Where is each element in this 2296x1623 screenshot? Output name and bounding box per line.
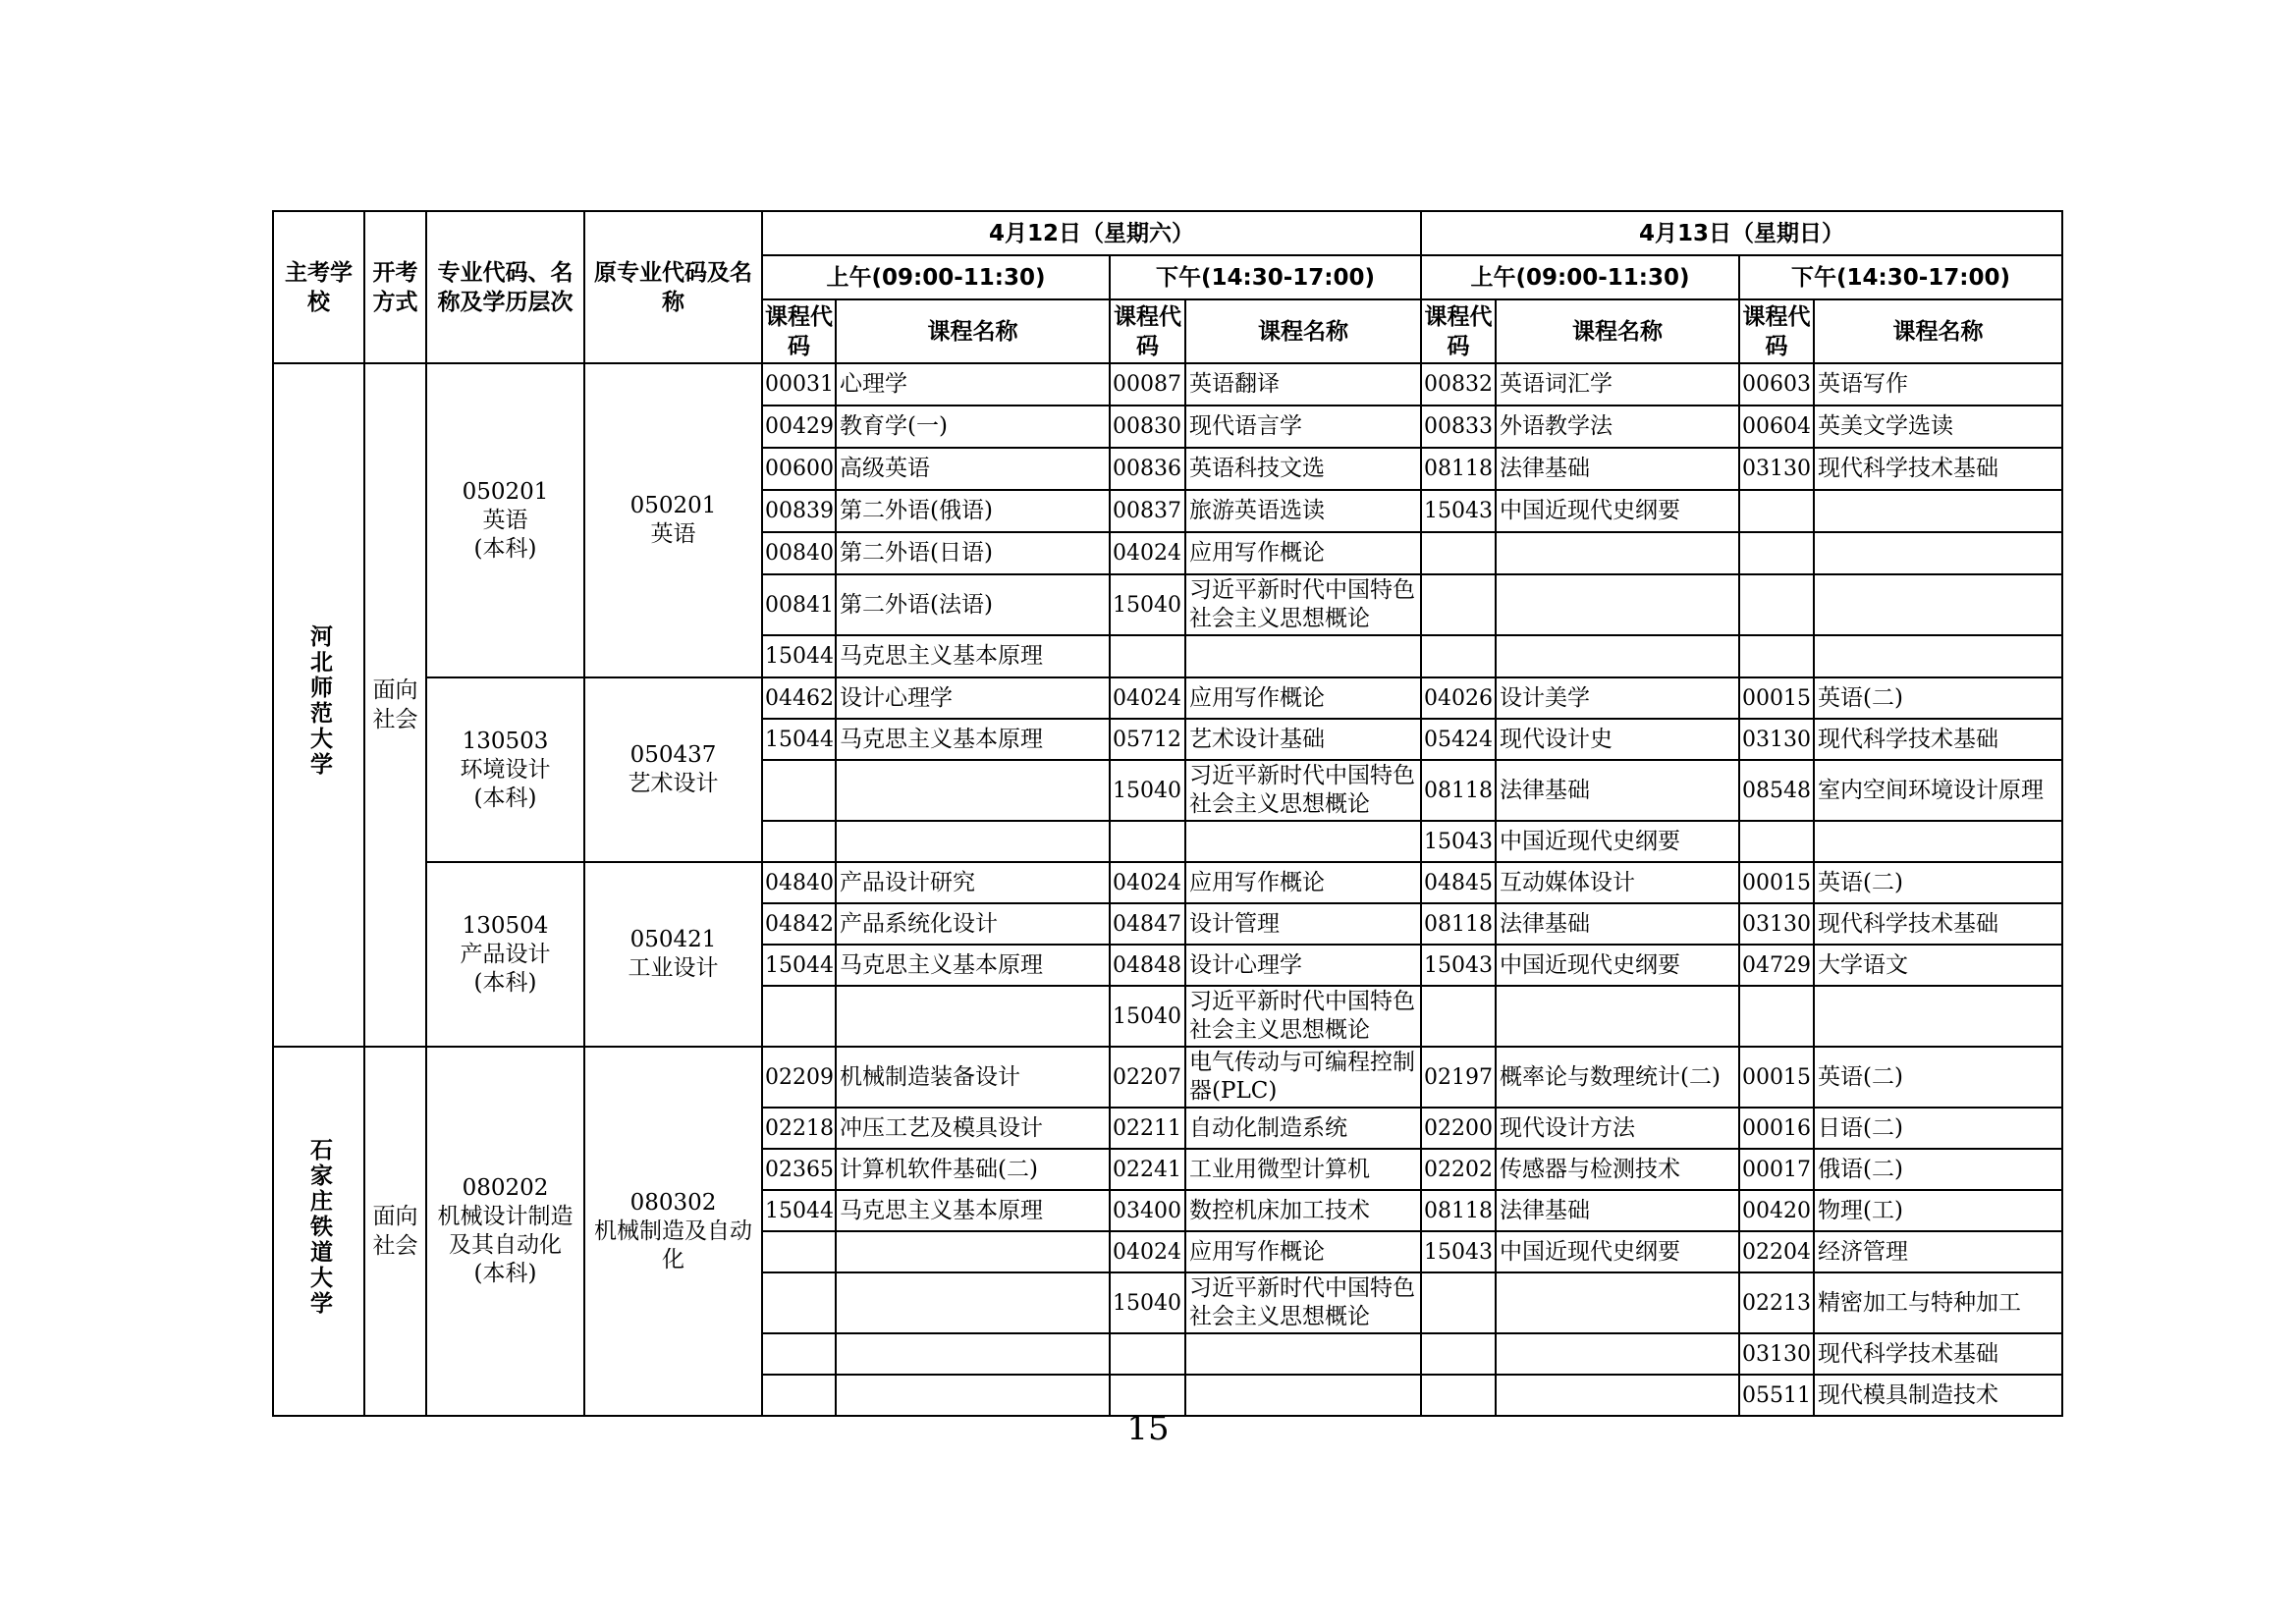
major-cell [426, 363, 584, 677]
header-course-code: 课程代码 [1739, 299, 1814, 363]
course-name: 计算机软件基础(二) [836, 1149, 1110, 1190]
major-line: (本科) [473, 1261, 537, 1286]
course-name: 现代设计方法 [1496, 1108, 1739, 1149]
course-name: 马克思主义基本原理 [836, 719, 1110, 760]
course-code: 15044 [762, 635, 836, 677]
course-name: 产品系统化设计 [836, 903, 1110, 945]
course-name: 室内空间环境设计原理 [1814, 760, 2062, 821]
course-name: 互动媒体设计 [1496, 862, 1739, 903]
course-name [1814, 532, 2062, 574]
course-name: 法律基础 [1496, 903, 1739, 945]
course-name: 传感器与检测技术 [1496, 1149, 1739, 1190]
course-code: 00015 [1739, 677, 1814, 719]
course-code: 08118 [1421, 448, 1496, 490]
course-code [762, 1272, 836, 1333]
course-code: 02197 [1421, 1047, 1496, 1108]
course-name: 冲压工艺及模具设计 [836, 1108, 1110, 1149]
course-code: 02204 [1739, 1231, 1814, 1272]
major-cell [426, 677, 584, 862]
course-name: 英美文学选读 [1814, 406, 2062, 448]
course-name: 现代模具制造技术 [1814, 1375, 2062, 1416]
course-code: 04840 [762, 862, 836, 903]
course-name [1814, 986, 2062, 1047]
course-code: 00830 [1110, 406, 1185, 448]
school-name-cell [273, 363, 364, 1047]
orig-major-line: 工业设计 [628, 955, 719, 981]
course-name: 概率论与数理统计(二) [1496, 1047, 1739, 1108]
course-name [836, 760, 1110, 821]
course-name [1814, 821, 2062, 862]
exam-schedule-table [272, 210, 2063, 1417]
header-course-name: 课程名称 [1496, 299, 1739, 363]
orig-major-line: 050201 [629, 493, 717, 518]
table-row [273, 677, 2062, 719]
course-code: 02218 [762, 1108, 836, 1149]
header-orig-major: 原专业代码及名称 [584, 211, 762, 363]
course-code: 00839 [762, 490, 836, 532]
course-name: 马克思主义基本原理 [836, 635, 1110, 677]
orig-major-cell [584, 1047, 762, 1416]
course-name: 第二外语(俄语) [836, 490, 1110, 532]
course-code: 08118 [1421, 1190, 1496, 1231]
major-line: (本科) [473, 969, 537, 996]
course-name [836, 1231, 1110, 1272]
course-code: 04026 [1421, 677, 1496, 719]
course-code: 00841 [762, 574, 836, 635]
course-name [1185, 635, 1421, 677]
course-code: 00017 [1739, 1149, 1814, 1190]
course-name: 法律基础 [1496, 1190, 1739, 1231]
course-name [1496, 532, 1739, 574]
course-name: 现代科学技术基础 [1814, 719, 2062, 760]
course-code: 04847 [1110, 903, 1185, 945]
course-code: 04842 [762, 903, 836, 945]
course-code [1110, 1333, 1185, 1375]
major-line: (本科) [473, 784, 537, 811]
course-code: 15043 [1421, 945, 1496, 986]
course-name [836, 986, 1110, 1047]
course-code: 15044 [762, 719, 836, 760]
course-code: 02213 [1739, 1272, 1814, 1333]
course-code: 00836 [1110, 448, 1185, 490]
course-name: 马克思主义基本原理 [836, 1190, 1110, 1231]
course-name: 心理学 [836, 363, 1110, 406]
course-name [836, 1333, 1110, 1375]
course-code: 00015 [1739, 1047, 1814, 1108]
header-course-name: 课程名称 [1185, 299, 1421, 363]
major-line: 080202 [462, 1175, 549, 1201]
orig-major-line: 050421 [629, 927, 717, 952]
header-course-name: 课程名称 [836, 299, 1110, 363]
course-name: 应用写作概论 [1185, 862, 1421, 903]
course-name [1496, 635, 1739, 677]
major-cell [426, 1047, 584, 1416]
course-code [1110, 821, 1185, 862]
course-code [1739, 532, 1814, 574]
course-code [1421, 1272, 1496, 1333]
course-code: 02207 [1110, 1047, 1185, 1108]
course-name: 俄语(二) [1814, 1149, 2062, 1190]
course-name: 日语(二) [1814, 1108, 2062, 1149]
course-name: 现代科学技术基础 [1814, 903, 2062, 945]
major-line: 环境设计 [460, 756, 551, 783]
course-name: 英语词汇学 [1496, 363, 1739, 406]
course-code: 00837 [1110, 490, 1185, 532]
course-code: 04462 [762, 677, 836, 719]
course-name: 现代科学技术基础 [1814, 1333, 2062, 1375]
course-name: 现代科学技术基础 [1814, 448, 2062, 490]
header-course-code: 课程代码 [1421, 299, 1496, 363]
course-name [1496, 1333, 1739, 1375]
course-name: 外语教学法 [1496, 406, 1739, 448]
course-code: 15040 [1110, 760, 1185, 821]
course-name: 教育学(一) [836, 406, 1110, 448]
course-code: 04024 [1110, 532, 1185, 574]
course-code [762, 760, 836, 821]
header-day-1: 4月12日（星期六） [762, 211, 1421, 255]
header-day1-pm: 下午(14:30-17:00) [1110, 255, 1421, 299]
course-code: 04024 [1110, 1231, 1185, 1272]
course-name: 第二外语(法语) [836, 574, 1110, 635]
course-name: 设计心理学 [836, 677, 1110, 719]
course-code: 00600 [762, 448, 836, 490]
course-code: 15044 [762, 945, 836, 986]
course-code: 03130 [1739, 448, 1814, 490]
header-course-code: 课程代码 [1110, 299, 1185, 363]
course-code: 02211 [1110, 1108, 1185, 1149]
course-code [762, 1231, 836, 1272]
course-name: 设计美学 [1496, 677, 1739, 719]
header-course-name: 课程名称 [1814, 299, 2062, 363]
course-code: 00604 [1739, 406, 1814, 448]
course-name: 经济管理 [1814, 1231, 2062, 1272]
course-code: 03130 [1739, 719, 1814, 760]
major-line: 产品设计 [460, 941, 551, 967]
course-code: 15040 [1110, 1272, 1185, 1333]
course-code [762, 986, 836, 1047]
major-line: 130504 [462, 912, 549, 939]
course-name: 中国近现代史纲要 [1496, 1231, 1739, 1272]
course-code: 08118 [1421, 760, 1496, 821]
course-code: 00840 [762, 532, 836, 574]
orig-major-cell [584, 677, 762, 862]
course-code [1739, 821, 1814, 862]
orig-major-line: 080302 [629, 1189, 717, 1216]
course-code: 02209 [762, 1047, 836, 1108]
course-code: 08118 [1421, 903, 1496, 945]
exam-mode-cell [364, 363, 426, 1047]
major-line: 050201 [462, 478, 549, 505]
school-name: 石家庄铁道大学 [306, 1138, 332, 1317]
header-day-2: 4月13日（星期日） [1421, 211, 2062, 255]
orig-major-line: 机械制造及自动化 [594, 1217, 752, 1272]
course-code: 03400 [1110, 1190, 1185, 1231]
course-code: 03130 [1739, 1333, 1814, 1375]
course-name: 法律基础 [1496, 760, 1739, 821]
course-code [762, 821, 836, 862]
exam-mode: 面向社会 [372, 677, 418, 732]
course-code [1421, 1333, 1496, 1375]
course-name: 电气传动与可编程控制器(PLC) [1185, 1047, 1421, 1108]
course-code: 05511 [1739, 1375, 1814, 1416]
course-code [1421, 532, 1496, 574]
course-name: 物理(工) [1814, 1190, 2062, 1231]
header-major: 专业代码、名称及学历层次 [426, 211, 584, 363]
course-name: 工业用微型计算机 [1185, 1149, 1421, 1190]
course-code: 00031 [762, 363, 836, 406]
major-cell [426, 862, 584, 1047]
course-name [836, 821, 1110, 862]
course-code [1739, 574, 1814, 635]
school-name: 河北师范大学 [306, 624, 332, 778]
major-line: 机械设计制造及其自动化 [437, 1204, 574, 1258]
course-name [1496, 1272, 1739, 1333]
course-name: 英语科技文选 [1185, 448, 1421, 490]
course-code: 03130 [1739, 903, 1814, 945]
course-name: 设计管理 [1185, 903, 1421, 945]
course-code: 02202 [1421, 1149, 1496, 1190]
course-name: 英语翻译 [1185, 363, 1421, 406]
course-name [1185, 1333, 1421, 1375]
course-code: 15044 [762, 1190, 836, 1231]
school-name-cell [273, 1047, 364, 1416]
course-name: 第二外语(日语) [836, 532, 1110, 574]
course-code: 05712 [1110, 719, 1185, 760]
exam-mode: 面向社会 [372, 1204, 418, 1259]
course-name: 中国近现代史纲要 [1496, 945, 1739, 986]
course-code: 04845 [1421, 862, 1496, 903]
table-row [273, 862, 2062, 903]
course-code [1421, 635, 1496, 677]
course-code: 00603 [1739, 363, 1814, 406]
header-course-code: 课程代码 [762, 299, 836, 363]
course-name [1814, 635, 2062, 677]
header-day2-am: 上午(09:00-11:30) [1421, 255, 1739, 299]
course-code [1739, 635, 1814, 677]
course-name: 英语(二) [1814, 1047, 2062, 1108]
major-line: 英语 [482, 507, 528, 533]
course-name: 精密加工与特种加工 [1814, 1272, 2062, 1333]
course-name: 旅游英语选读 [1185, 490, 1421, 532]
major-line: (本科) [473, 535, 537, 562]
orig-major-cell [584, 363, 762, 677]
course-code: 02200 [1421, 1108, 1496, 1149]
page-number: 15 [1126, 1409, 1170, 1448]
header-mode: 开考方式 [364, 211, 426, 363]
course-name [1496, 986, 1739, 1047]
course-code [1110, 635, 1185, 677]
course-name: 中国近现代史纲要 [1496, 490, 1739, 532]
course-code: 00015 [1739, 862, 1814, 903]
course-name [1185, 821, 1421, 862]
course-name: 英语写作 [1814, 363, 2062, 406]
course-name: 大学语文 [1814, 945, 2062, 986]
course-name: 自动化制造系统 [1185, 1108, 1421, 1149]
course-name [1814, 490, 2062, 532]
course-name: 英语(二) [1814, 862, 2062, 903]
course-code: 00420 [1739, 1190, 1814, 1231]
course-code: 04729 [1739, 945, 1814, 986]
course-name: 习近平新时代中国特色社会主义思想概论 [1185, 574, 1421, 635]
course-code [1421, 574, 1496, 635]
course-name: 应用写作概论 [1185, 1231, 1421, 1272]
course-name: 习近平新时代中国特色社会主义思想概论 [1185, 760, 1421, 821]
course-code: 08548 [1739, 760, 1814, 821]
course-code: 00832 [1421, 363, 1496, 406]
exam-mode-cell [364, 1047, 426, 1416]
course-code: 15043 [1421, 821, 1496, 862]
course-name: 习近平新时代中国特色社会主义思想概论 [1185, 1272, 1421, 1333]
course-code: 05424 [1421, 719, 1496, 760]
header-day1-am: 上午(09:00-11:30) [762, 255, 1110, 299]
course-name: 法律基础 [1496, 448, 1739, 490]
course-code: 02365 [762, 1149, 836, 1190]
table-body [273, 363, 2062, 1416]
table-header [273, 211, 2062, 363]
course-name [836, 1272, 1110, 1333]
course-code: 04024 [1110, 677, 1185, 719]
course-code: 04024 [1110, 862, 1185, 903]
course-name: 习近平新时代中国特色社会主义思想概论 [1185, 986, 1421, 1047]
major-line: 130503 [462, 728, 549, 754]
course-code: 15040 [1110, 986, 1185, 1047]
course-code [1739, 490, 1814, 532]
course-code: 00016 [1739, 1108, 1814, 1149]
course-name: 马克思主义基本原理 [836, 945, 1110, 986]
course-code: 15043 [1421, 490, 1496, 532]
course-name: 中国近现代史纲要 [1496, 821, 1739, 862]
header-day2-pm: 下午(14:30-17:00) [1739, 255, 2062, 299]
course-code [762, 1333, 836, 1375]
course-code: 15040 [1110, 574, 1185, 635]
table-row [273, 363, 2062, 406]
course-name: 应用写作概论 [1185, 532, 1421, 574]
course-name: 机械制造装备设计 [836, 1047, 1110, 1108]
header-school: 主考学校 [273, 211, 364, 363]
course-code: 00833 [1421, 406, 1496, 448]
course-code [1739, 986, 1814, 1047]
course-name: 现代设计史 [1496, 719, 1739, 760]
orig-major-line: 英语 [650, 521, 696, 547]
course-code [1421, 986, 1496, 1047]
course-name: 艺术设计基础 [1185, 719, 1421, 760]
course-name: 产品设计研究 [836, 862, 1110, 903]
course-name: 现代语言学 [1185, 406, 1421, 448]
course-code: 15043 [1421, 1231, 1496, 1272]
course-name [1496, 574, 1739, 635]
orig-major-line: 艺术设计 [628, 771, 719, 796]
course-name [1814, 574, 2062, 635]
course-name: 英语(二) [1814, 677, 2062, 719]
course-name: 设计心理学 [1185, 945, 1421, 986]
course-code: 00087 [1110, 363, 1185, 406]
course-name: 数控机床加工技术 [1185, 1190, 1421, 1231]
course-code: 00429 [762, 406, 836, 448]
course-code: 02241 [1110, 1149, 1185, 1190]
orig-major-cell [584, 862, 762, 1047]
orig-major-line: 050437 [629, 742, 717, 768]
course-name: 应用写作概论 [1185, 677, 1421, 719]
table-row [273, 1047, 2062, 1108]
course-name: 高级英语 [836, 448, 1110, 490]
course-code: 04848 [1110, 945, 1185, 986]
